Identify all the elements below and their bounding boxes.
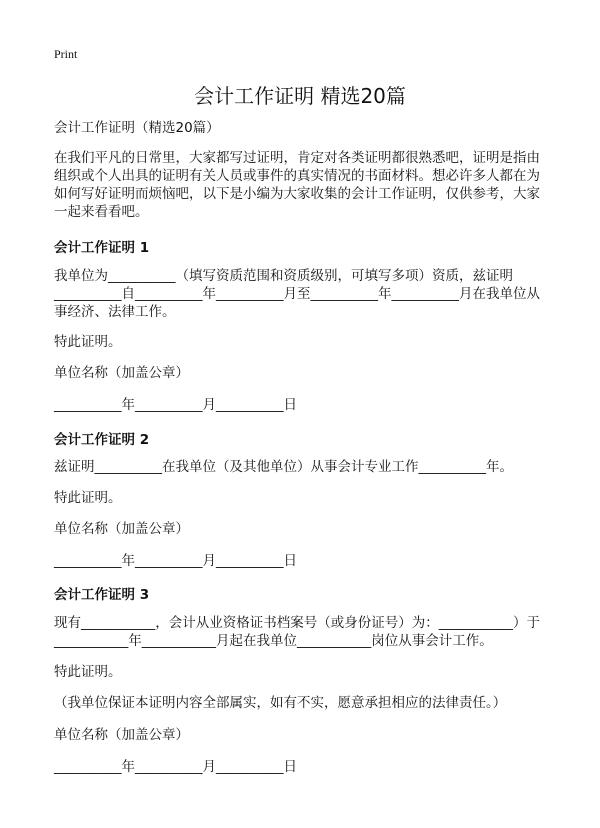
section-heading-1: 会计工作证明 1 <box>54 240 150 256</box>
date-line: __________年__________月__________日 <box>54 397 297 413</box>
section-body-3 <box>54 614 540 650</box>
unit-name-text: 单位名称（加盖公章） <box>54 365 189 381</box>
section-body-2 <box>54 458 513 476</box>
intro-line: 组织或个人出具的证明有关人员或事件的真实情况的书面材料。想必许多人都在为 <box>54 168 540 184</box>
certify-text: 特此证明。 <box>54 664 122 680</box>
body-line: 事经济、法律工作。 <box>54 304 176 320</box>
certify-text: 特此证明。 <box>54 334 122 350</box>
certify-text: 特此证明。 <box>54 490 122 506</box>
subtitle: 会计工作证明（精选20篇） <box>54 120 220 136</box>
body-line: 我单位为__________（填写资质范围和资质级别，可填写多项）资质，兹证明 <box>54 268 513 284</box>
intro-line: 在我们平凡的日常里，大家都写过证明，肯定对各类证明都很熟悉吧，证明是指由 <box>54 150 540 166</box>
section-body-1 <box>54 267 540 321</box>
date-line: __________年__________月__________日 <box>54 759 297 775</box>
body-line: ___________年___________月起在我单位___________岗位从事会计工作。 <box>54 633 493 649</box>
body-line: __________自__________年__________月至__________年__________月在我单位从 <box>54 286 540 302</box>
body-line: 现有___________，会计从业资格证书档案号（或身份证号）为：___________）于 <box>54 615 540 631</box>
section-heading-2: 会计工作证明 2 <box>54 432 150 448</box>
unit-name-text: 单位名称（加盖公章） <box>54 727 189 743</box>
unit-name-text: 单位名称（加盖公章） <box>54 521 189 537</box>
date-line: __________年__________月__________日 <box>54 553 297 569</box>
intro-line: 如何写好证明而烦恼吧，以下是小编为大家收集的会计工作证明，仅供参考，大家 <box>54 186 540 202</box>
guarantee-note: （我单位保证本证明内容全部属实，如有不实，愿意承担相应的法律责任。） <box>54 695 507 711</box>
body-line: 兹证明__________在我单位（及其他单位）从事会计专业工作__________年。 <box>54 459 513 475</box>
page-title: 会计工作证明 精选20篇 <box>194 84 406 108</box>
intro-line: 一起来看看吧。 <box>54 204 149 220</box>
section-heading-3: 会计工作证明 3 <box>54 587 150 603</box>
print-link[interactable]: Print <box>54 47 78 61</box>
intro-paragraph <box>54 149 540 221</box>
